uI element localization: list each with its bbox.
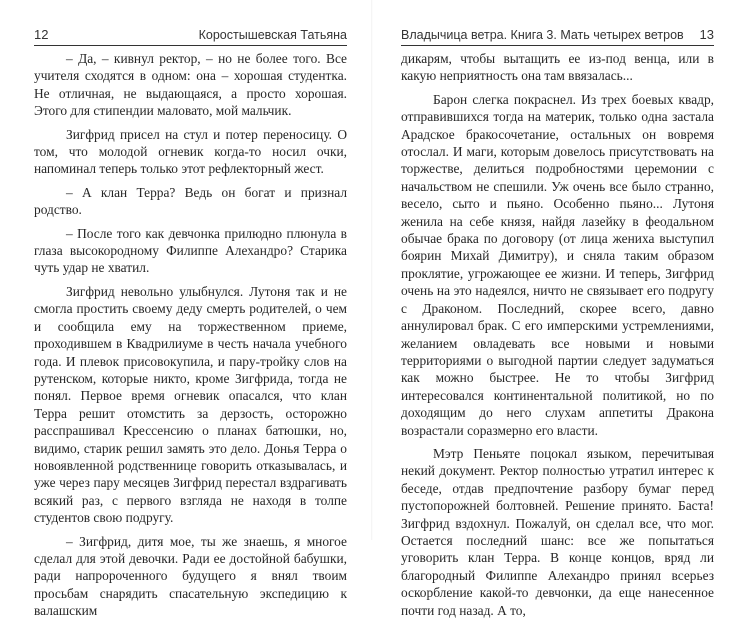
running-head-right (401, 24, 714, 46)
body-text-left (34, 50, 347, 626)
paragraph: – А клан Терра? Ведь он богат и признал родство. (34, 184, 347, 218)
author-name: Коростышевская Татьяна (198, 28, 347, 42)
right-page (372, 0, 744, 618)
paragraph: Мэтр Пеньяте поцокал языком, перечитывая некий документ. Ректор полностью утратил интерес к беседе, отдав предпочтение разбору бумаг перед пустопорожней болтовней. Решение принято. Баста! Зигфрид вздохнул. Пожалуй, он сделал все, что мог. Остается последний шанс: все же попытаться уговорить клан Терра. В конце концов, вряд ли благородный Филиппе Алехандро принял всерьез оскорбление какой-то девчонки, да еще нанесенное почти год назад. А то, (401, 445, 714, 618)
page-number: 13 (699, 27, 714, 42)
body-text-right (401, 50, 714, 625)
left-page (0, 0, 372, 619)
paragraph: – Да, – кивнул ректор, – но не более того. Все учителя сходятся в одном: она – хорошая студентка. Не отличная, не выдающаяся, а просто хорошая. Этого для стипендии маловато, мой мальчик. (34, 51, 347, 119)
running-head-left (34, 24, 347, 46)
book-title: Владычица ветра. Книга 3. Мать четырех ветров (401, 28, 684, 42)
paragraph: Зигфрид присел на стул и потер переносицу. О том, что молодой огневик когда-то носил очки, напоминал теперь только этот рефлекторный жест. (34, 126, 347, 177)
paragraph: Барон слегка покраснел. Из трех боевых квадр, отправившихся тогда на материк, только одна застала Арадское бракосочетание, остальных он вовремя отослал. И маги, которым довелось присутствовать на торжестве, делиться подробностями церемонии с начальством не спешили. Уж очень все было странно, весело, сыто и пьяно. Особенно пьяно... Лутоня женила на себе князя, найдя лазейку в феодальном обычае брака по договору (от лица жениха выступил боярин Михай Димитру), и сняла таким образом проклятие, угрожающее ее жизни. И теперь, Зигфрид очень на это надеялся, ничто не связывает его подругу с Драконом. Последний, скорее всего, давно аннулировал брак. С его имперскими устремлениями, желанием овладевать все новыми и новыми территориями о выгодной партии следует задуматься как можно быстрее. Не то чтобы Зигфрид интересовался континентальной политикой, но по доходящим до него слухам аппетиты Дракона возрастали соразмерно его власти. (401, 91, 714, 438)
page-number: 12 (34, 27, 49, 42)
paragraph: – Зигфрид, дитя мое, ты же знаешь, я многое сделал для этой девочки. Ради ее достойной бабушки, ради напророченного будущего я внял твоим просьбам снарядить спасательную экспедицию к валашским (34, 533, 347, 619)
paragraph: – После того как девчонка прилюдно плюнула в глаза высокородному Филиппе Алехандро? Старика чуть удар не хватил. (34, 225, 347, 276)
paragraph-continued: дикарям, чтобы вытащить ее из-под венца, или в какую неприятность она там ввязалась... (401, 51, 714, 84)
paragraph: Зигфрид невольно улыбнулся. Лутоня так и не смогла простить своему деду смерть родителей, о чем и сообщила ему на торжественном приеме, проходившем в Квадрилиуме в честь начала учебного года. И плевок присовокупила, и пару-тройку слов на рутенском, которые никто, кроме Зигфрида, тогда не понял. Первое время огневик опасался, что клан Терра решит отомстить за дерзость, осторожно расспрашивал Крессенсию о планах батюшки, но, видимо, старик решил замять это дело. Донья Терра о новоявленной родственнице говорить отказывалась, и уже через пару месяцев Зигфрид перестал вздрагивать всякий раз, с первого взгляда не находя в толпе студентов свою подругу. (34, 283, 347, 526)
